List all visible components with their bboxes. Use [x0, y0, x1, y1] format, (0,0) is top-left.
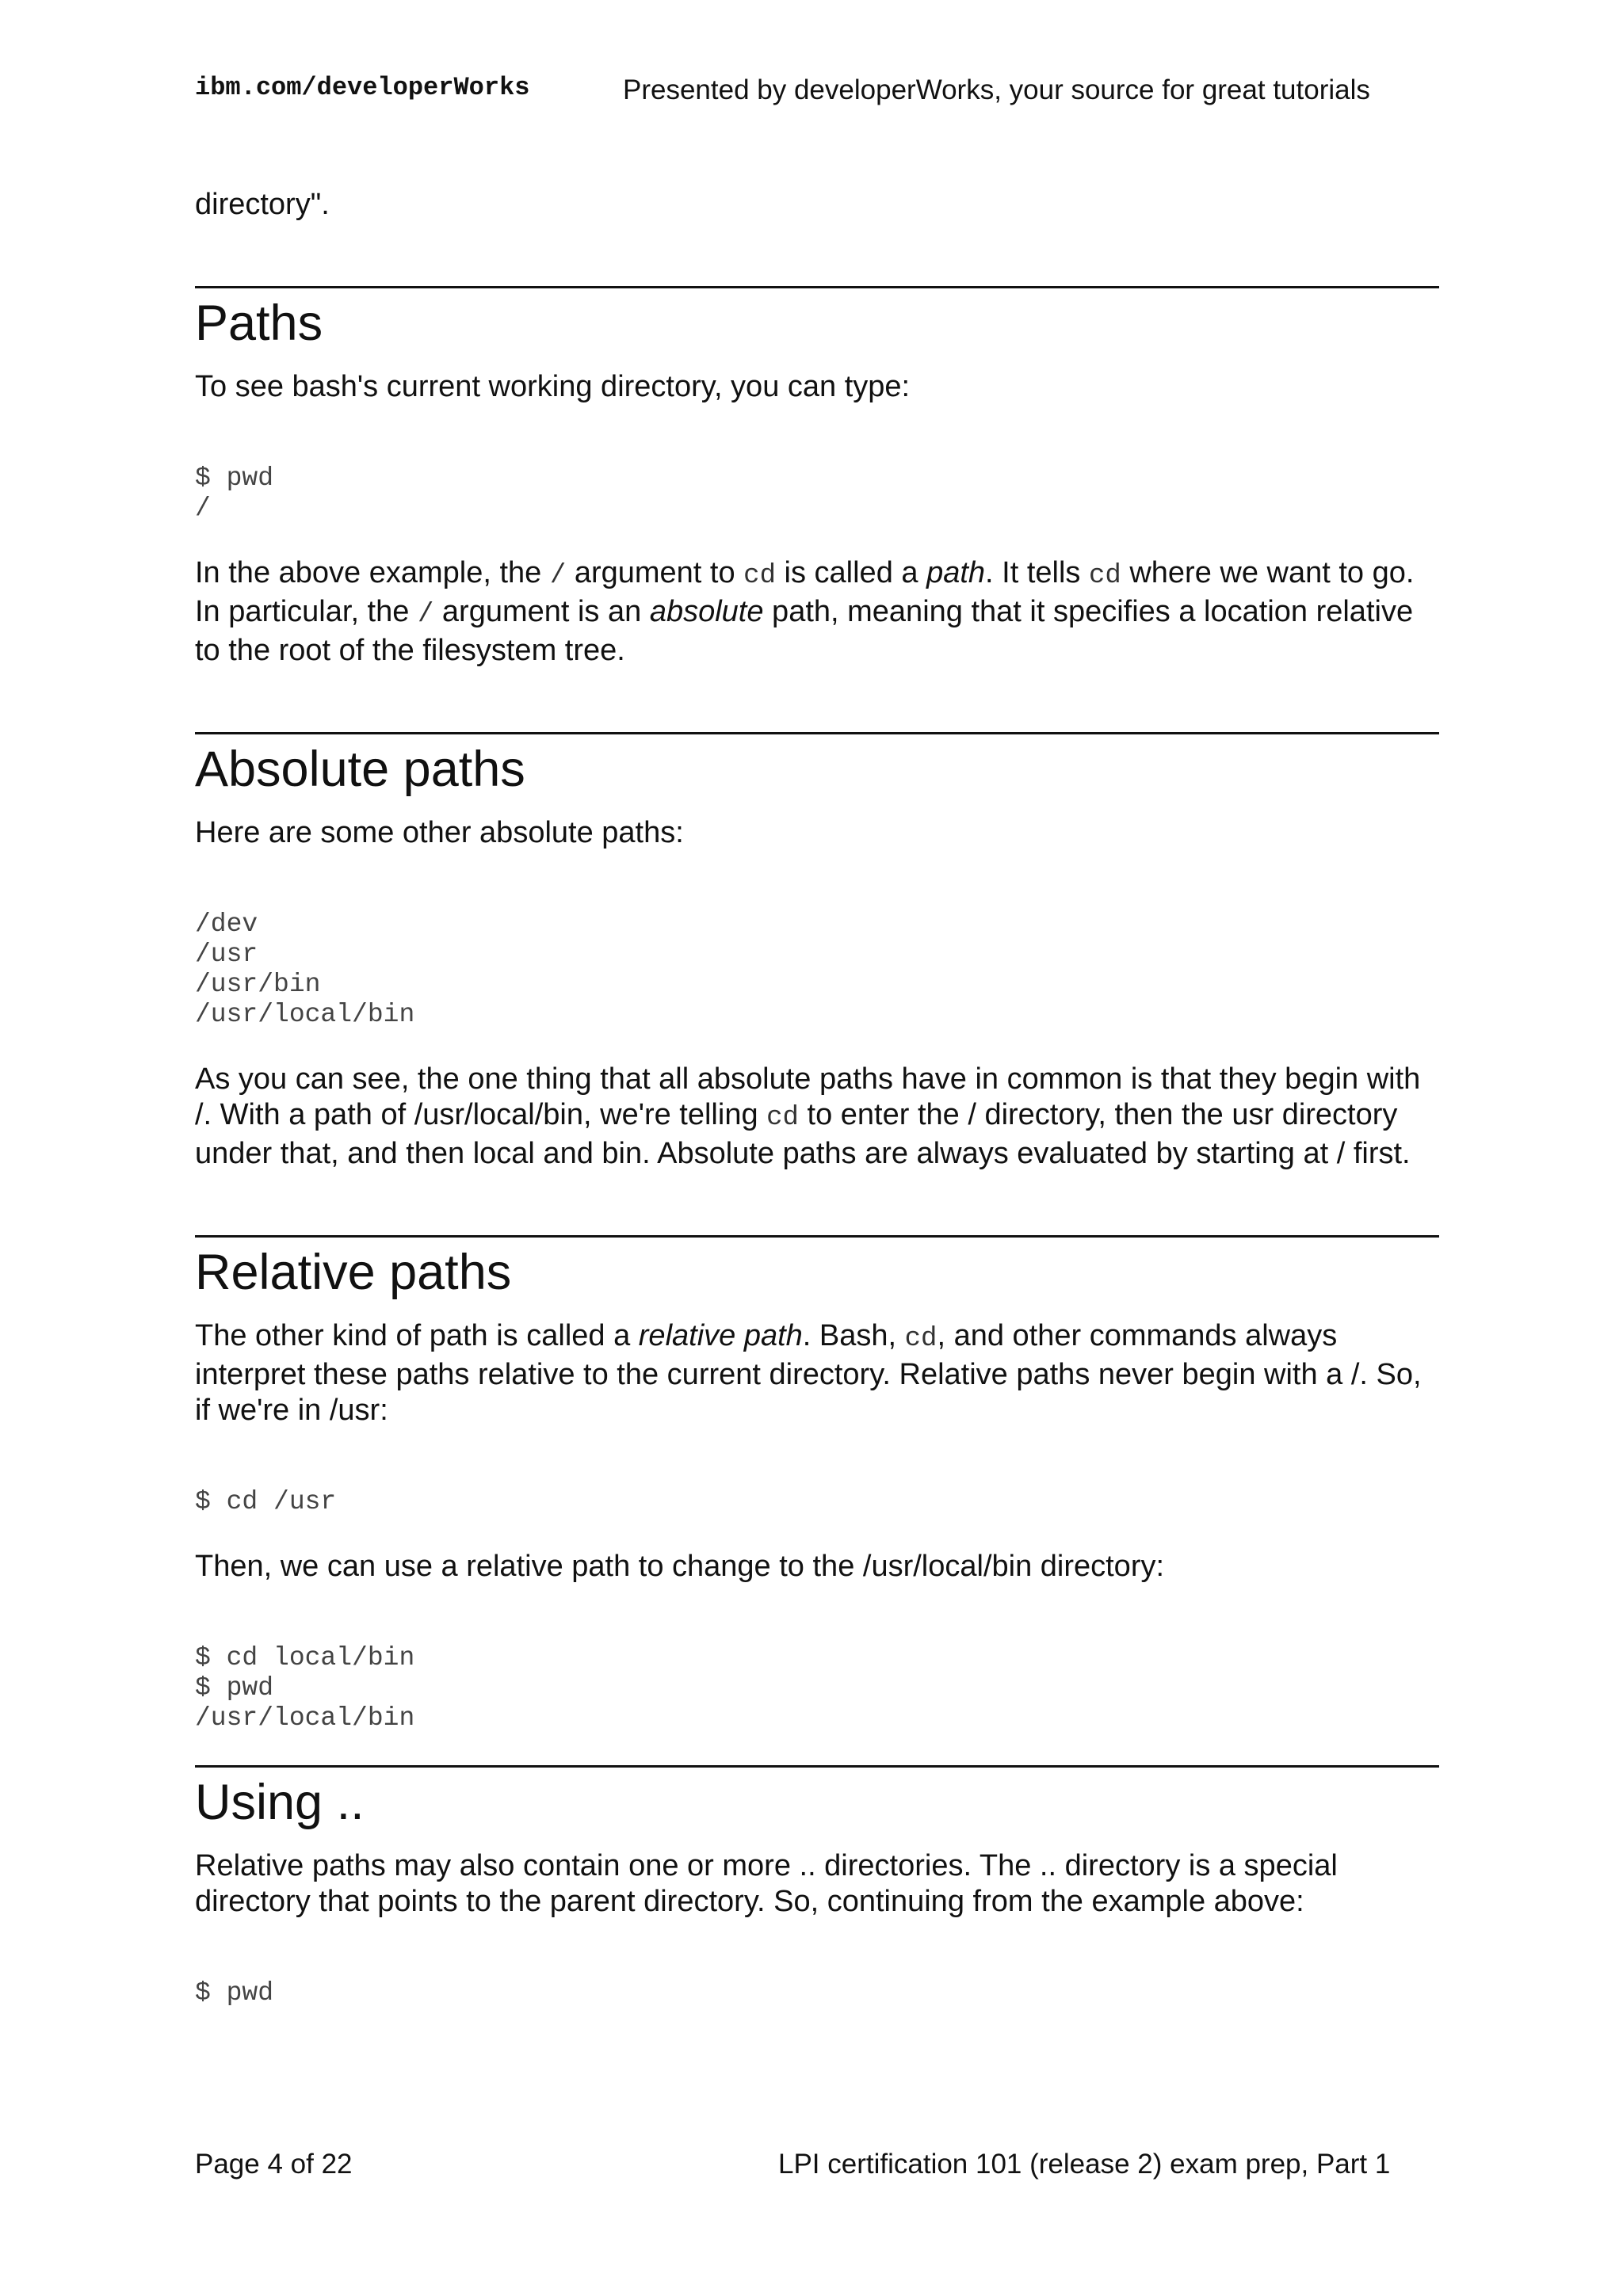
inline-code: cd — [1088, 561, 1121, 591]
header-tagline: Presented by developerWorks, your source for great tutorials — [623, 74, 1370, 105]
section-divider — [195, 286, 1439, 288]
code-block: $ cd /usr — [195, 1487, 337, 1516]
section-relative-paths — [195, 1235, 1439, 1733]
section-title: Paths — [195, 296, 323, 351]
section-divider — [195, 1765, 1439, 1768]
emphasis: relative path — [638, 1319, 803, 1352]
inline-code: cd — [743, 561, 776, 591]
emphasis: absolute — [649, 595, 764, 628]
paragraph: As you can see, the one thing that all absolute paths have in common is that they begin with /. With a path of /usr/local/bin, we're telling cd to enter the / directory, then the usr directory under that, and then local and bin. Absolute paths are always evaluated by starting at / first. — [195, 1062, 1421, 1170]
section-intro: To see bash's current working directory, you can type: — [195, 370, 911, 403]
paragraph: The other kind of path is called a relative path. Bash, cd, and other commands always interpret these paths relative to the current directory. Relative paths never begin with a /. So, if we're in /usr: — [195, 1319, 1422, 1427]
section-title: Relative paths — [195, 1245, 512, 1300]
section-using-dotdot — [195, 1765, 1439, 2008]
code-block: $ pwd — [195, 1978, 274, 2008]
site-name: ibm.com/developerWorks — [195, 73, 530, 102]
continued-text: directory". — [195, 188, 330, 221]
section-divider — [195, 732, 1439, 734]
page-footer — [195, 2149, 1447, 2188]
page-number: Page 4 of 22 — [195, 2149, 353, 2180]
inline-code: cd — [904, 1324, 938, 1354]
paragraph: Then, we can use a relative path to change to the /usr/local/bin directory: — [195, 1550, 1165, 1583]
code-block: $ pwd / — [195, 463, 274, 523]
section-title: Absolute paths — [195, 742, 525, 797]
section-title: Using .. — [195, 1775, 365, 1830]
paragraph: In the above example, the / argument to cd is called a path. It tells cd where we want to go. In particular, the / argument is an absolute path, meaning that it specifies a location relative to the root of the filesystem tree. — [195, 556, 1415, 667]
section-absolute-paths — [195, 732, 1439, 1172]
section-paths — [195, 286, 1439, 669]
emphasis: path — [926, 556, 986, 589]
section-divider — [195, 1235, 1439, 1238]
page-header — [195, 73, 1447, 113]
code-block: /dev /usr /usr/bin /usr/local/bin — [195, 910, 415, 1029]
section-intro: Relative paths may also contain one or more .. directories. The .. directory is a special directory that points to the parent directory. So, continuing from the example above: — [195, 1849, 1338, 1918]
code-block: $ cd local/bin $ pwd /usr/local/bin — [195, 1643, 415, 1733]
inline-code: / — [549, 561, 567, 591]
inline-code: / — [417, 600, 434, 630]
section-intro: Here are some other absolute paths: — [195, 816, 684, 849]
inline-code: cd — [766, 1103, 799, 1133]
document-title: LPI certification 101 (release 2) exam prep, Part 1 — [778, 2149, 1391, 2180]
page-content — [195, 187, 1439, 2040]
